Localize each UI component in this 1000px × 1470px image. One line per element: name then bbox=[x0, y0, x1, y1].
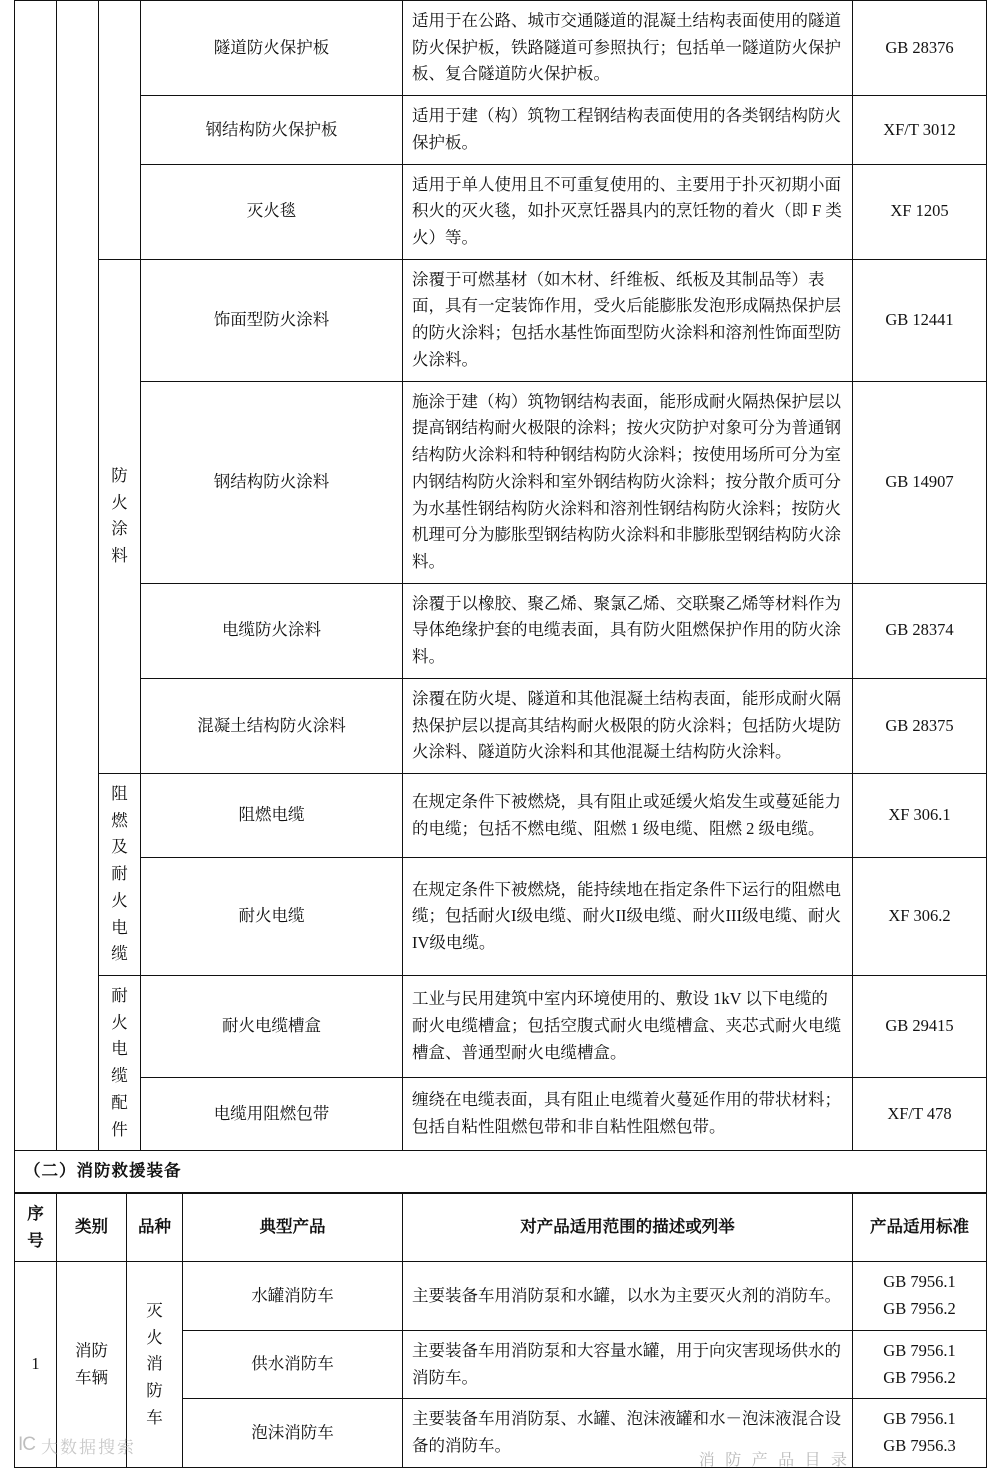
table-row bbox=[15, 1262, 987, 1330]
product-standard: GB 28375 bbox=[853, 678, 987, 773]
header-category: 类别 bbox=[57, 1194, 127, 1262]
product-description: 缠绕在电缆表面，具有阻止电缆着火蔓延作用的带状材料；包括自粘性阻燃包带和非自粘性阻燃包带。 bbox=[403, 1077, 853, 1150]
standard-line: GB 7956.1 bbox=[883, 1340, 956, 1360]
row-number: 1 bbox=[15, 1262, 57, 1467]
table-row bbox=[15, 858, 987, 976]
fire-protection-materials-table bbox=[14, 0, 987, 1193]
table-row bbox=[15, 1, 987, 96]
watermark-text: 大数据搜索 bbox=[41, 1437, 136, 1457]
product-name: 阻燃电缆 bbox=[141, 773, 403, 858]
product-standard: GB 12441 bbox=[853, 259, 987, 381]
product-name: 耐火电缆 bbox=[141, 858, 403, 976]
variety-cell-blank bbox=[99, 1, 141, 260]
product-standard: XF/T 478 bbox=[853, 1077, 987, 1150]
product-name: 水罐消防车 bbox=[183, 1262, 403, 1330]
standard-line: GB 7956.3 bbox=[883, 1436, 956, 1456]
header-desc: 对产品适用范围的描述或列举 bbox=[403, 1194, 853, 1262]
product-name: 钢结构防火保护板 bbox=[141, 96, 403, 164]
variety-label: 防 火 涂 料 bbox=[111, 465, 128, 566]
header-no: 序号 bbox=[15, 1194, 57, 1262]
product-description: 涂覆于可燃基材（如木材、纤维板、纸板及其制品等）表面，具有一定装饰作用，受火后能膨胀发泡形成隔热保护层的防火涂料；包括水基性饰面型防火涂料和溶剂性饰面型防火涂料。 bbox=[403, 259, 853, 381]
table-row bbox=[15, 678, 987, 773]
product-standard: XF 306.1 bbox=[853, 773, 987, 858]
standard-line: GB 7956.1 bbox=[883, 1409, 956, 1429]
section-title: （二）消防救援装备 bbox=[15, 1151, 987, 1193]
table-row bbox=[15, 381, 987, 583]
header-product: 典型产品 bbox=[183, 1194, 403, 1262]
product-standard: GB 28374 bbox=[853, 583, 987, 678]
product-description: 适用于单人使用且不可重复使用的、主要用于扑灭初期小面积火的灭火毯，如扑灭烹饪器具内的烹饪物的着火（即 F 类火）等。 bbox=[403, 164, 853, 259]
product-name: 电缆防火涂料 bbox=[141, 583, 403, 678]
product-description: 在规定条件下被燃烧，能持续地在指定条件下运行的阻燃电缆；包括耐火I级电缆、耐火II级电缆、耐火III级电缆、耐火IV级电缆。 bbox=[403, 858, 853, 976]
product-standard: XF 1205 bbox=[853, 164, 987, 259]
standard-line: GB 7956.1 bbox=[883, 1272, 956, 1292]
table-row bbox=[15, 1077, 987, 1150]
product-name: 混凝土结构防火涂料 bbox=[141, 678, 403, 773]
category-label: 消防 车辆 bbox=[75, 1340, 108, 1387]
variety-label: 耐 火 电 缆 配 件 bbox=[111, 986, 128, 1139]
product-description: 施涂于建（构）筑物钢结构表面，能形成耐火隔热保护层以提高钢结构耐火极限的涂料；按火灾防护对象可分为普通钢结构防火涂料和特种钢结构防火涂料；按使用场所可分为室内钢结构防火涂料和室外钢结构防火涂料；按分散介质可分为水基性钢结构防火涂料和溶剂性钢结构防火涂料；按防火机理可分为膨胀型钢结构防火涂料和非膨胀型钢结构防火涂料。 bbox=[403, 381, 853, 583]
product-standard: GB 29415 bbox=[853, 976, 987, 1078]
product-name: 钢结构防火涂料 bbox=[141, 381, 403, 583]
outer-blank-col-a bbox=[15, 1, 57, 1151]
product-description: 工业与民用建筑中室内环境使用的、敷设 1kV 以下电缆的耐火电缆槽盒；包括空腹式耐火电缆槽盒、夹芯式耐火电缆槽盒、普通型耐火电缆槽盒。 bbox=[403, 976, 853, 1078]
product-name: 泡沫消防车 bbox=[183, 1399, 403, 1467]
product-standard: XF 306.2 bbox=[853, 858, 987, 976]
watermark-logo-icon: IC bbox=[18, 1434, 35, 1456]
variety-flame-retardant-cable bbox=[99, 773, 141, 975]
rescue-equipment-table bbox=[14, 1193, 987, 1468]
product-name: 饰面型防火涂料 bbox=[141, 259, 403, 381]
table-row bbox=[15, 583, 987, 678]
product-standard bbox=[853, 1399, 987, 1467]
header-standard: 产品适用标准 bbox=[853, 1194, 987, 1262]
product-description: 主要装备车用消防泵和水罐，以水为主要灭火剂的消防车。 bbox=[403, 1262, 853, 1330]
outer-blank-col-b bbox=[57, 1, 99, 1151]
product-description: 涂覆于以橡胶、聚乙烯、聚氯乙烯、交联聚乙烯等材料作为导体绝缘护套的电缆表面，具有防火阻燃保护作用的防火涂料。 bbox=[403, 583, 853, 678]
table-row bbox=[15, 96, 987, 164]
product-description: 在规定条件下被燃烧，具有阻止或延缓火焰发生或蔓延能力的电缆；包括不燃电缆、阻燃 1 级电缆、阻燃 2 级电缆。 bbox=[403, 773, 853, 858]
product-name: 供水消防车 bbox=[183, 1330, 403, 1398]
table-row bbox=[15, 773, 987, 858]
table-header-row bbox=[15, 1194, 987, 1262]
product-description: 适用于在公路、城市交通隧道的混凝土结构表面使用的隧道防火保护板，铁路隧道可参照执行；包括单一隧道防火保护板、复合隧道防火保护板。 bbox=[403, 1, 853, 96]
table-row bbox=[15, 259, 987, 381]
product-description: 适用于建（构）筑物工程钢结构表面使用的各类钢结构防火保护板。 bbox=[403, 96, 853, 164]
product-description: 主要装备车用消防泵、水罐、泡沫液罐和水－泡沫液混合设备的消防车。 bbox=[403, 1399, 853, 1467]
product-standard: GB 28376 bbox=[853, 1, 987, 96]
product-name: 隧道防火保护板 bbox=[141, 1, 403, 96]
standard-line: GB 7956.2 bbox=[883, 1367, 956, 1387]
product-description: 主要装备车用消防泵和大容量水罐，用于向灾害现场供水的消防车。 bbox=[403, 1330, 853, 1398]
watermark bbox=[18, 1433, 136, 1458]
product-standard: GB 14907 bbox=[853, 381, 987, 583]
product-name: 电缆用阻燃包带 bbox=[141, 1077, 403, 1150]
variety-fire-retardant-coating bbox=[99, 259, 141, 773]
section-title-row bbox=[15, 1151, 987, 1193]
variety-label: 阻 燃 及 耐 火 电 缆 bbox=[111, 783, 128, 964]
product-standard bbox=[853, 1330, 987, 1398]
product-name: 灭火毯 bbox=[141, 164, 403, 259]
variety-label: 灭 火 消 防 车 bbox=[146, 1300, 163, 1427]
product-standard: XF/T 3012 bbox=[853, 96, 987, 164]
header-variety: 品种 bbox=[127, 1194, 183, 1262]
table-row bbox=[15, 976, 987, 1078]
product-name: 耐火电缆槽盒 bbox=[141, 976, 403, 1078]
watermark-bottom-text: 消 防 产 品 目 录 bbox=[698, 1451, 850, 1469]
product-description: 涂覆在防火堤、隧道和其他混凝土结构表面，能形成耐火隔热保护层以提高其结构耐火极限的防火涂料；包括防火堤防火涂料、隧道防火涂料和其他混凝土结构防火涂料。 bbox=[403, 678, 853, 773]
standard-line: GB 7956.2 bbox=[883, 1299, 956, 1319]
table-row bbox=[15, 164, 987, 259]
product-standard bbox=[853, 1262, 987, 1330]
variety-fire-resistant-cable-accessories bbox=[99, 976, 141, 1151]
